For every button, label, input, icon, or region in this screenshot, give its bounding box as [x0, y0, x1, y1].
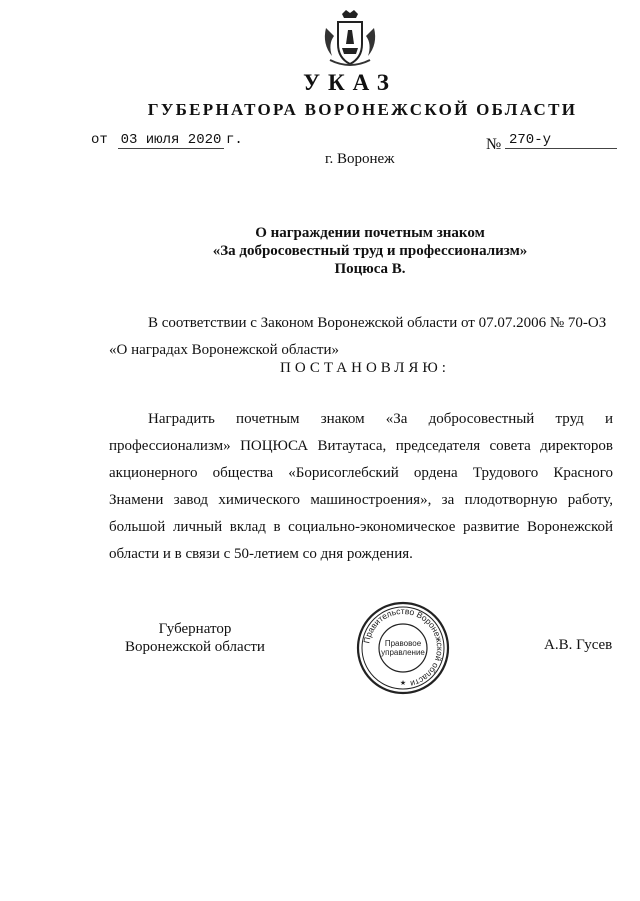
document-subtitle: ГУБЕРНАТОРА ВОРОНЕЖСКОЙ ОБЛАСТИ: [147, 100, 578, 119]
seal-center-line: управление: [381, 648, 425, 657]
heading-line: Поцюса В.: [334, 261, 406, 277]
paragraph-line: Знамени завод химического машиностроения», за плодотворную работу,: [109, 492, 613, 508]
legal-basis-paragraph: [109, 310, 613, 364]
coat-of-arms-emblem: [318, 8, 382, 70]
signatory-title-line: Губернатор: [158, 621, 232, 637]
signatory-title-line: Воронежской области: [125, 639, 265, 655]
city-label: г. Воронеж: [325, 151, 395, 167]
date-suffix: г.: [226, 132, 243, 148]
heading-line: О награждении почетным знаком: [255, 225, 485, 241]
date-field: 03 июля 2020: [118, 132, 224, 149]
signatory-title: [115, 620, 275, 656]
paragraph-line: Наградить почетным знаком «За добросовестный труд и: [148, 411, 613, 427]
paragraph-line: В соответствии с Законом Воронежской области от 07.07.2006 № 70-ОЗ: [148, 315, 607, 331]
decree-heading: [80, 224, 640, 278]
heading-line: «За добросовестный труд и профессионализм»: [212, 243, 528, 259]
paragraph-line: акционерного общества «Борисоглебский ордена Трудового Красного: [109, 465, 613, 481]
decree-word: ПОСТАНОВЛЯЮ:: [280, 360, 450, 376]
paragraph-line: области и в связи с 50-летием со дня рождения.: [109, 546, 413, 562]
award-paragraph: [109, 406, 613, 568]
seal-center-line: Правовое: [384, 639, 422, 648]
seal-ring-text: Правительство Воронежской области: [361, 605, 446, 690]
document-title: УКАЗ: [303, 70, 397, 95]
number-sign: №: [486, 136, 502, 153]
paragraph-line: профессионализм» ПОЦЮСА Витаутаса, председателя совета директоров: [109, 438, 613, 454]
signatory-name: А.В. Гусев: [544, 637, 613, 653]
paragraph-line: большой личный вклад в социально-экономическое развитие Воронежской: [109, 519, 613, 535]
date-prefix: от: [91, 132, 108, 148]
number-field: 270-у: [505, 132, 617, 149]
official-seal-stamp: [355, 600, 451, 696]
svg-text:★: ★: [399, 680, 407, 687]
paragraph-line: «О наградах Воронежской области»: [109, 342, 340, 358]
